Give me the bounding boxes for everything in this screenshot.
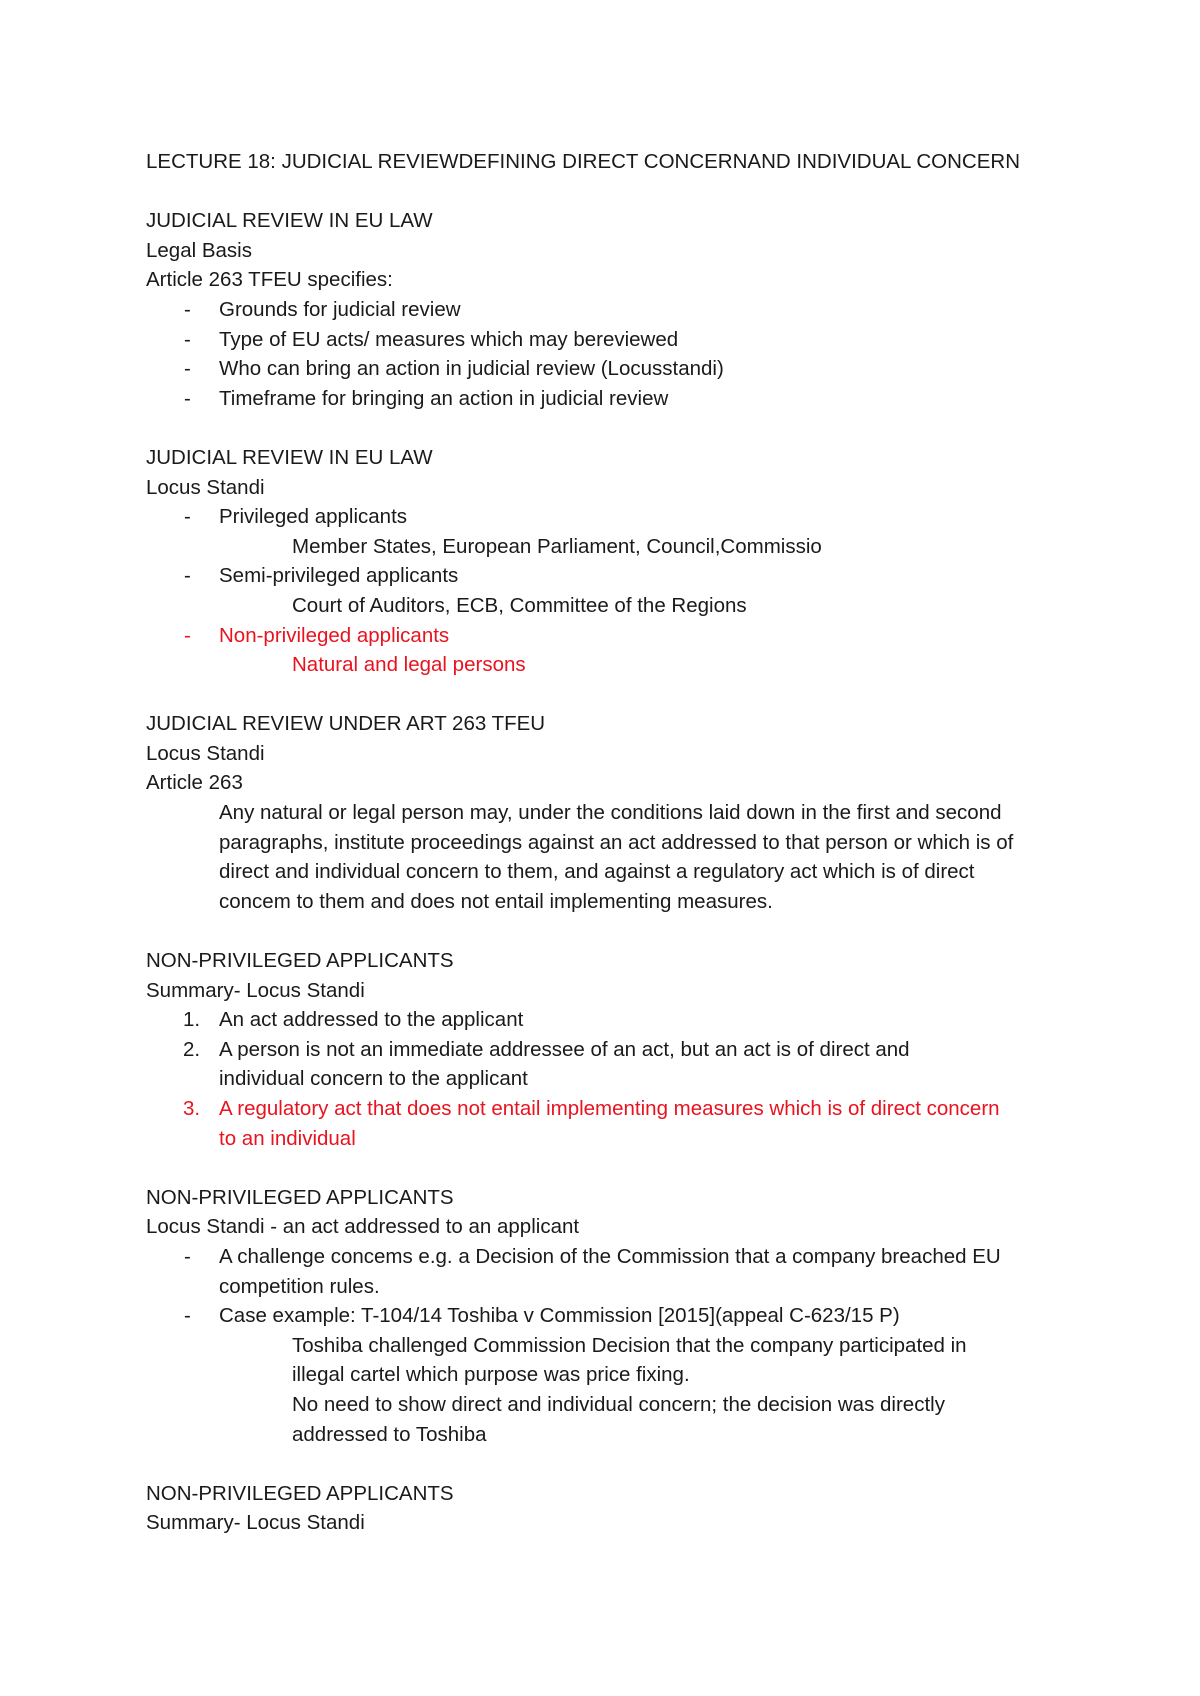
list-item-detail: Member States, European Parliament, Council,Commissio: [292, 534, 822, 558]
document-title: LECTURE 18: JUDICIAL REVIEWDEFINING DIRECT CONCERNAND INDIVIDUAL CONCERN: [146, 150, 1021, 173]
numbered-item: 1. An act addressed to the applicant: [183, 1008, 524, 1032]
section-6-heading: NON-PRIVILEGED APPLICANTS: [146, 1481, 454, 1505]
list-item-detail: Court of Auditors, ECB, Committee of the Regions: [292, 593, 747, 617]
list-item: - Semi-privileged applicants: [146, 561, 1076, 591]
section-6-subheading: Summary- Locus Standi: [146, 1511, 365, 1535]
bullet-marker: -: [184, 386, 191, 410]
numbered-item: 2. A person is not an immediate addressee of an act, but an act is of direct and individual concern to the applicant: [183, 1037, 910, 1091]
section-5-subheading: Locus Standi - an act addressed to an applicant: [146, 1215, 580, 1239]
list-item: - Type of EU acts/ measures which may bereviewed: [146, 325, 1076, 355]
numbered-item-highlighted: 3. A regulatory act that does not entail implementing measures which is of direct concern to an individual: [183, 1097, 1000, 1150]
spacer: [146, 413, 1076, 443]
section-3-heading: JUDICIAL REVIEW UNDER ART 263 TFEU: [146, 712, 546, 736]
spacer: [146, 1153, 1076, 1183]
section-2-subheading: Locus Standi: [146, 475, 265, 499]
section-5-heading: NON-PRIVILEGED APPLICANTS: [146, 1185, 454, 1209]
section-1-subheading: Legal Basis: [146, 238, 252, 262]
list-item: - Timeframe for bringing an action in judicial review: [146, 384, 1076, 414]
list-item: - A challenge concems e.g. a Decision of the Commission that a company breached EU competition rules.: [146, 1242, 1019, 1301]
section-4-heading: NON-PRIVILEGED APPLICANTS: [146, 949, 454, 973]
section-4-subheading: Summary- Locus Standi: [146, 978, 365, 1002]
article-quote: Any natural or legal person may, under the conditions laid down in the first and second paragraphs, institute proceedings against an act addressed to that person or which is of direct and individual concern to them, and against a regulatory act which is of direct concem to them and does not entail implementing measures.: [219, 801, 1014, 913]
list-item: - Who can bring an action in judicial review (Locusstandi): [146, 354, 1076, 384]
bullet-marker: -: [184, 1244, 191, 1268]
section-1-intro: Article 263 TFEU specifies:: [146, 268, 393, 292]
list-item-highlighted: - Non-privileged applicants: [146, 621, 1076, 651]
bullet-marker: -: [184, 297, 191, 321]
spacer: [146, 177, 1076, 207]
bullet-marker: -: [184, 1304, 191, 1328]
bullet-marker: -: [184, 564, 191, 588]
section-3-article: Article 263: [146, 771, 243, 795]
list-item: - Grounds for judicial review: [146, 295, 1076, 325]
spacer: [146, 1449, 1076, 1479]
bullet-marker: -: [184, 357, 191, 381]
section-3-subheading: Locus Standi: [146, 741, 265, 765]
list-item: - Case example: T-104/14 Toshiba v Commission [2015](appeal C-623/15 P): [146, 1301, 1019, 1331]
spacer: [146, 680, 1076, 710]
list-item-detail: No need to show direct and individual concern; the decision was directly addressed to Toshiba: [292, 1392, 945, 1446]
list-item-detail-highlighted: Natural and legal persons: [292, 653, 526, 677]
bullet-marker: -: [184, 623, 191, 647]
spacer: [146, 916, 1076, 946]
document-page: [146, 147, 1076, 1538]
list-item-detail: Toshiba challenged Commission Decision that the company participated in illegal cartel which purpose was price fixing.: [292, 1333, 967, 1387]
bullet-marker: -: [184, 327, 191, 351]
bullet-marker: -: [184, 505, 191, 529]
list-item: - Privileged applicants: [146, 502, 1076, 532]
section-2-heading: JUDICIAL REVIEW IN EU LAW: [146, 445, 433, 469]
section-1-heading: JUDICIAL REVIEW IN EU LAW: [146, 209, 433, 233]
